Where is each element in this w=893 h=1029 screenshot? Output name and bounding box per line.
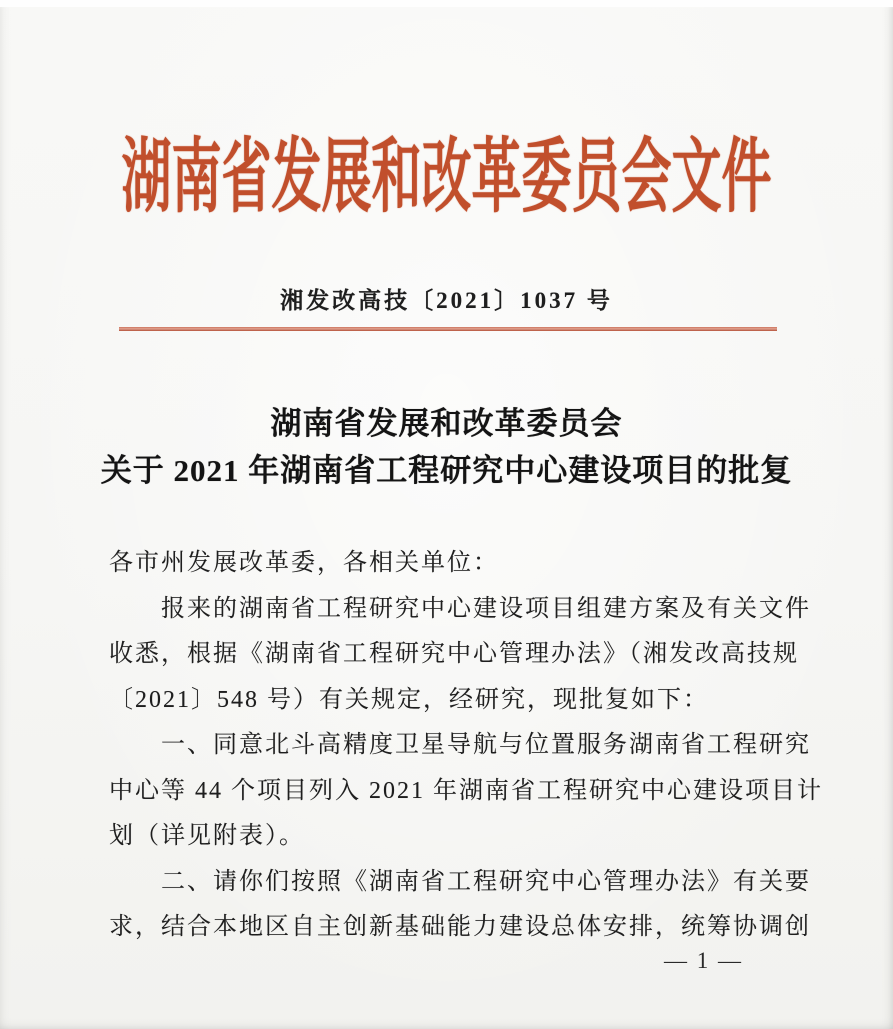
body-line: 划（详见附表）。 <box>109 823 305 849</box>
body-line: 二、请你们按照《湖南省工程研究中心管理办法》有关要 <box>109 868 811 895</box>
agency-banner <box>0 112 893 223</box>
page-number: — 1 — <box>664 948 743 973</box>
document-body <box>109 541 823 951</box>
body-line: 求，结合本地区自主创新基础能力建设总体安排，统筹协调创 <box>109 914 811 940</box>
red-separator-line <box>119 327 777 331</box>
body-line: 中心等 44 个项目列入 2021 年湖南省工程研究中心建设项目计 <box>109 777 823 804</box>
body-line: 〔2021〕548 号）有关规定，经研究，现批复如下： <box>109 686 709 713</box>
body-line: 报来的湖南省工程研究中心建设项目组建方案及有关文件 <box>109 595 811 622</box>
body-line: 一、同意北斗高精度卫星导航与位置服务湖南省工程研究 <box>109 732 811 758</box>
agency-banner-text: 湖南省发展和改革委员会文件 <box>121 131 772 223</box>
document-title <box>0 400 893 494</box>
body-line: 收悉，根据《湖南省工程研究中心管理办法》（湘发改高技规 <box>109 641 799 667</box>
document-number: 湘发改高技〔2021〕1037 号 <box>280 288 613 313</box>
document-title-line2: 关于 2021 年湖南省工程研究中心建设项目的批复 <box>100 453 793 488</box>
document-title-line1: 湖南省发展和改革委员会 <box>270 406 623 441</box>
body-line-salutation: 各市州发展改革委，各相关单位： <box>109 550 499 576</box>
